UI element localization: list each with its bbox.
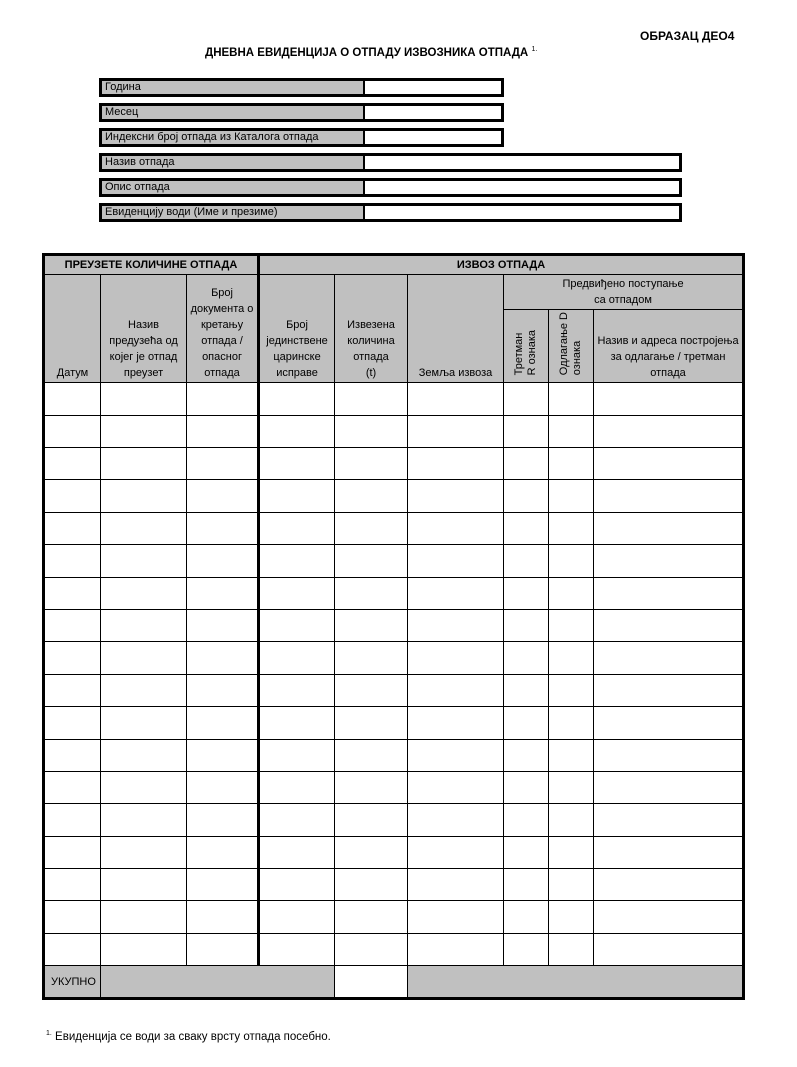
cell-doc-number[interactable] bbox=[187, 642, 259, 674]
cell-date[interactable] bbox=[44, 577, 101, 609]
cell-date[interactable] bbox=[44, 545, 101, 577]
cell-treatment-r[interactable] bbox=[504, 545, 549, 577]
cell-treatment-r[interactable] bbox=[504, 415, 549, 447]
cell-company[interactable] bbox=[101, 707, 187, 739]
cell-date[interactable] bbox=[44, 804, 101, 836]
cell-treatment-r[interactable] bbox=[504, 642, 549, 674]
cell-customs-doc[interactable] bbox=[259, 804, 335, 836]
cell-country[interactable] bbox=[408, 707, 504, 739]
cell-disposal-d[interactable] bbox=[549, 448, 594, 480]
cell-facility[interactable] bbox=[594, 577, 744, 609]
cell-treatment-r[interactable] bbox=[504, 739, 549, 771]
cell-quantity[interactable] bbox=[335, 933, 408, 965]
cell-treatment-r[interactable] bbox=[504, 707, 549, 739]
cell-facility[interactable] bbox=[594, 415, 744, 447]
cell-doc-number[interactable] bbox=[187, 771, 259, 803]
field-label: Евиденцију води (Име и презиме) bbox=[102, 206, 365, 219]
col-header-customs-doc: Број јединствене царинске исправе bbox=[259, 275, 335, 383]
cell-disposal-d[interactable] bbox=[549, 512, 594, 544]
table-row bbox=[44, 383, 744, 415]
col-header-treatment-r bbox=[504, 310, 549, 383]
cell-disposal-d[interactable] bbox=[549, 771, 594, 803]
cell-customs-doc[interactable] bbox=[259, 901, 335, 933]
field-month bbox=[99, 103, 504, 122]
cell-company[interactable] bbox=[101, 609, 187, 641]
cell-company[interactable] bbox=[101, 804, 187, 836]
recorded-by-input[interactable] bbox=[365, 206, 679, 219]
cell-disposal-d[interactable] bbox=[549, 383, 594, 415]
cell-company[interactable] bbox=[101, 448, 187, 480]
cell-quantity[interactable] bbox=[335, 609, 408, 641]
cell-quantity[interactable] bbox=[335, 383, 408, 415]
cell-treatment-r[interactable] bbox=[504, 383, 549, 415]
cell-facility[interactable] bbox=[594, 771, 744, 803]
cell-doc-number[interactable] bbox=[187, 901, 259, 933]
cell-country[interactable] bbox=[408, 545, 504, 577]
cell-doc-number[interactable] bbox=[187, 480, 259, 512]
cell-disposal-d[interactable] bbox=[549, 609, 594, 641]
cell-company[interactable] bbox=[101, 869, 187, 901]
total-row bbox=[44, 966, 744, 999]
cell-company[interactable] bbox=[101, 577, 187, 609]
cell-customs-doc[interactable] bbox=[259, 512, 335, 544]
treatment-r-label: Третман R ознака bbox=[513, 329, 539, 376]
cell-customs-doc[interactable] bbox=[259, 869, 335, 901]
cell-country[interactable] bbox=[408, 383, 504, 415]
cell-customs-doc[interactable] bbox=[259, 577, 335, 609]
table-row bbox=[44, 415, 744, 447]
table-body bbox=[44, 383, 744, 966]
col-header-quantity: Извезена количина отпада (t) bbox=[335, 275, 408, 383]
cell-date[interactable] bbox=[44, 869, 101, 901]
cell-company[interactable] bbox=[101, 642, 187, 674]
title-text: ДНЕВНА ЕВИДЕНЦИЈА О ОТПАДУ ИЗВОЗНИКА ОТПАДА bbox=[205, 46, 529, 59]
cell-quantity[interactable] bbox=[335, 836, 408, 868]
field-recorded-by bbox=[99, 203, 682, 222]
field-waste-name bbox=[99, 153, 682, 172]
index-number-input[interactable] bbox=[365, 131, 501, 144]
group-header-export: ИЗВОЗ ОТПАДА bbox=[259, 255, 744, 275]
cell-date[interactable] bbox=[44, 739, 101, 771]
cell-disposal-d[interactable] bbox=[549, 642, 594, 674]
cell-customs-doc[interactable] bbox=[259, 739, 335, 771]
cell-country[interactable] bbox=[408, 739, 504, 771]
total-quantity-cell[interactable] bbox=[335, 966, 408, 999]
cell-date[interactable] bbox=[44, 674, 101, 706]
cell-company[interactable] bbox=[101, 771, 187, 803]
page-title bbox=[205, 46, 537, 59]
total-blank-left bbox=[101, 966, 335, 999]
cell-country[interactable] bbox=[408, 642, 504, 674]
cell-disposal-d[interactable] bbox=[549, 901, 594, 933]
cell-disposal-d[interactable] bbox=[549, 707, 594, 739]
cell-facility[interactable] bbox=[594, 642, 744, 674]
cell-quantity[interactable] bbox=[335, 545, 408, 577]
table-row bbox=[44, 836, 744, 868]
table-row bbox=[44, 707, 744, 739]
cell-company[interactable] bbox=[101, 415, 187, 447]
table-row bbox=[44, 869, 744, 901]
cell-customs-doc[interactable] bbox=[259, 674, 335, 706]
cell-date[interactable] bbox=[44, 609, 101, 641]
field-label: Назив отпада bbox=[102, 156, 365, 169]
field-label: Опис отпада bbox=[102, 181, 365, 194]
cell-facility[interactable] bbox=[594, 545, 744, 577]
cell-quantity[interactable] bbox=[335, 739, 408, 771]
cell-quantity[interactable] bbox=[335, 804, 408, 836]
cell-company[interactable] bbox=[101, 836, 187, 868]
cell-treatment-r[interactable] bbox=[504, 480, 549, 512]
cell-treatment-r[interactable] bbox=[504, 577, 549, 609]
cell-doc-number[interactable] bbox=[187, 609, 259, 641]
cell-quantity[interactable] bbox=[335, 901, 408, 933]
cell-facility[interactable] bbox=[594, 609, 744, 641]
cell-country[interactable] bbox=[408, 577, 504, 609]
cell-treatment-r[interactable] bbox=[504, 609, 549, 641]
table-row bbox=[44, 901, 744, 933]
cell-treatment-r[interactable] bbox=[504, 674, 549, 706]
cell-disposal-d[interactable] bbox=[549, 480, 594, 512]
field-year bbox=[99, 78, 504, 97]
group-header-planned: Предвиђено поступање са отпадом bbox=[504, 275, 744, 310]
cell-date[interactable] bbox=[44, 901, 101, 933]
cell-facility[interactable] bbox=[594, 707, 744, 739]
footnote bbox=[46, 1030, 331, 1043]
cell-facility[interactable] bbox=[594, 480, 744, 512]
cell-quantity[interactable] bbox=[335, 869, 408, 901]
form-code: ОБРАЗАЦ ДЕО4 bbox=[640, 29, 735, 43]
cell-disposal-d[interactable] bbox=[549, 804, 594, 836]
cell-disposal-d[interactable] bbox=[549, 836, 594, 868]
cell-date[interactable] bbox=[44, 512, 101, 544]
cell-treatment-r[interactable] bbox=[504, 512, 549, 544]
footnote-text: Евиденција се води за сваку врсту отпада посебно. bbox=[55, 1030, 331, 1043]
cell-company[interactable] bbox=[101, 480, 187, 512]
group-header-received: ПРЕУЗЕТЕ КОЛИЧИНЕ ОТПАДА bbox=[44, 255, 259, 275]
table-row bbox=[44, 771, 744, 803]
title-footnote-mark: 1. bbox=[531, 46, 538, 53]
cell-company[interactable] bbox=[101, 545, 187, 577]
total-label: УКУПНО bbox=[44, 966, 101, 999]
cell-country[interactable] bbox=[408, 901, 504, 933]
field-label: Индексни број отпада из Каталога отпада bbox=[102, 131, 365, 144]
col-header-company: Назив предузећа од којег је отпад преузет bbox=[101, 275, 187, 383]
cell-doc-number[interactable] bbox=[187, 869, 259, 901]
cell-doc-number[interactable] bbox=[187, 739, 259, 771]
disposal-d-label: Одлагање D ознака bbox=[558, 312, 584, 376]
cell-date[interactable] bbox=[44, 642, 101, 674]
cell-treatment-r[interactable] bbox=[504, 804, 549, 836]
footnote-mark: 1. bbox=[46, 1030, 52, 1037]
field-waste-description bbox=[99, 178, 682, 197]
cell-company[interactable] bbox=[101, 933, 187, 965]
cell-date[interactable] bbox=[44, 707, 101, 739]
cell-treatment-r[interactable] bbox=[504, 933, 549, 965]
cell-date[interactable] bbox=[44, 448, 101, 480]
table-row bbox=[44, 545, 744, 577]
cell-country[interactable] bbox=[408, 609, 504, 641]
cell-facility[interactable] bbox=[594, 383, 744, 415]
cell-country[interactable] bbox=[408, 771, 504, 803]
cell-date[interactable] bbox=[44, 480, 101, 512]
table-row bbox=[44, 933, 744, 965]
cell-doc-number[interactable] bbox=[187, 674, 259, 706]
cell-doc-number[interactable] bbox=[187, 804, 259, 836]
cell-doc-number[interactable] bbox=[187, 383, 259, 415]
field-index-number bbox=[99, 128, 504, 147]
month-input[interactable] bbox=[365, 106, 501, 119]
cell-customs-doc[interactable] bbox=[259, 771, 335, 803]
cell-date[interactable] bbox=[44, 933, 101, 965]
cell-treatment-r[interactable] bbox=[504, 771, 549, 803]
cell-quantity[interactable] bbox=[335, 480, 408, 512]
cell-customs-doc[interactable] bbox=[259, 545, 335, 577]
col-header-facility: Назив и адреса постројења за одлагање / третман отпада bbox=[594, 310, 744, 383]
cell-customs-doc[interactable] bbox=[259, 707, 335, 739]
cell-quantity[interactable] bbox=[335, 415, 408, 447]
cell-facility[interactable] bbox=[594, 512, 744, 544]
cell-date[interactable] bbox=[44, 415, 101, 447]
cell-date[interactable] bbox=[44, 771, 101, 803]
cell-customs-doc[interactable] bbox=[259, 415, 335, 447]
cell-country[interactable] bbox=[408, 836, 504, 868]
field-label: Месец bbox=[102, 106, 365, 119]
waste-description-input[interactable] bbox=[365, 181, 679, 194]
cell-country[interactable] bbox=[408, 512, 504, 544]
table-row bbox=[44, 512, 744, 544]
cell-country[interactable] bbox=[408, 480, 504, 512]
table-row bbox=[44, 448, 744, 480]
cell-doc-number[interactable] bbox=[187, 512, 259, 544]
col-header-date: Датум bbox=[44, 275, 101, 383]
cell-facility[interactable] bbox=[594, 836, 744, 868]
cell-quantity[interactable] bbox=[335, 642, 408, 674]
cell-country[interactable] bbox=[408, 804, 504, 836]
cell-disposal-d[interactable] bbox=[549, 545, 594, 577]
export-waste-table bbox=[42, 253, 745, 1000]
table-row bbox=[44, 609, 744, 641]
cell-country[interactable] bbox=[408, 933, 504, 965]
cell-customs-doc[interactable] bbox=[259, 609, 335, 641]
cell-disposal-d[interactable] bbox=[549, 577, 594, 609]
cell-quantity[interactable] bbox=[335, 707, 408, 739]
cell-customs-doc[interactable] bbox=[259, 836, 335, 868]
table-row bbox=[44, 642, 744, 674]
cell-facility[interactable] bbox=[594, 804, 744, 836]
cell-customs-doc[interactable] bbox=[259, 480, 335, 512]
cell-doc-number[interactable] bbox=[187, 933, 259, 965]
table-row bbox=[44, 480, 744, 512]
cell-facility[interactable] bbox=[594, 739, 744, 771]
cell-date[interactable] bbox=[44, 836, 101, 868]
cell-company[interactable] bbox=[101, 383, 187, 415]
cell-treatment-r[interactable] bbox=[504, 836, 549, 868]
cell-quantity[interactable] bbox=[335, 577, 408, 609]
cell-company[interactable] bbox=[101, 674, 187, 706]
cell-customs-doc[interactable] bbox=[259, 933, 335, 965]
cell-company[interactable] bbox=[101, 739, 187, 771]
cell-facility[interactable] bbox=[594, 674, 744, 706]
cell-disposal-d[interactable] bbox=[549, 869, 594, 901]
cell-doc-number[interactable] bbox=[187, 707, 259, 739]
cell-doc-number[interactable] bbox=[187, 448, 259, 480]
cell-country[interactable] bbox=[408, 448, 504, 480]
table-row bbox=[44, 674, 744, 706]
cell-customs-doc[interactable] bbox=[259, 383, 335, 415]
cell-quantity[interactable] bbox=[335, 674, 408, 706]
col-header-disposal-d bbox=[549, 310, 594, 383]
cell-doc-number[interactable] bbox=[187, 415, 259, 447]
cell-country[interactable] bbox=[408, 415, 504, 447]
cell-treatment-r[interactable] bbox=[504, 901, 549, 933]
cell-disposal-d[interactable] bbox=[549, 674, 594, 706]
cell-doc-number[interactable] bbox=[187, 545, 259, 577]
cell-disposal-d[interactable] bbox=[549, 739, 594, 771]
total-blank-right bbox=[408, 966, 744, 999]
table-row bbox=[44, 739, 744, 771]
cell-treatment-r[interactable] bbox=[504, 869, 549, 901]
cell-customs-doc[interactable] bbox=[259, 448, 335, 480]
cell-doc-number[interactable] bbox=[187, 836, 259, 868]
cell-disposal-d[interactable] bbox=[549, 933, 594, 965]
cell-quantity[interactable] bbox=[335, 448, 408, 480]
cell-date[interactable] bbox=[44, 383, 101, 415]
cell-country[interactable] bbox=[408, 869, 504, 901]
cell-facility[interactable] bbox=[594, 869, 744, 901]
cell-facility[interactable] bbox=[594, 933, 744, 965]
waste-name-input[interactable] bbox=[365, 156, 679, 169]
cell-disposal-d[interactable] bbox=[549, 415, 594, 447]
cell-quantity[interactable] bbox=[335, 512, 408, 544]
table-row bbox=[44, 804, 744, 836]
cell-quantity[interactable] bbox=[335, 771, 408, 803]
col-header-doc-number: Број документа о кретању отпада / опасног отпада bbox=[187, 275, 259, 383]
cell-treatment-r[interactable] bbox=[504, 448, 549, 480]
year-input[interactable] bbox=[365, 81, 501, 94]
cell-doc-number[interactable] bbox=[187, 577, 259, 609]
field-label: Година bbox=[102, 81, 365, 94]
cell-company[interactable] bbox=[101, 512, 187, 544]
table-row bbox=[44, 577, 744, 609]
col-header-country: Земља извоза bbox=[408, 275, 504, 383]
cell-facility[interactable] bbox=[594, 901, 744, 933]
cell-facility[interactable] bbox=[594, 448, 744, 480]
cell-company[interactable] bbox=[101, 901, 187, 933]
cell-country[interactable] bbox=[408, 674, 504, 706]
cell-customs-doc[interactable] bbox=[259, 642, 335, 674]
